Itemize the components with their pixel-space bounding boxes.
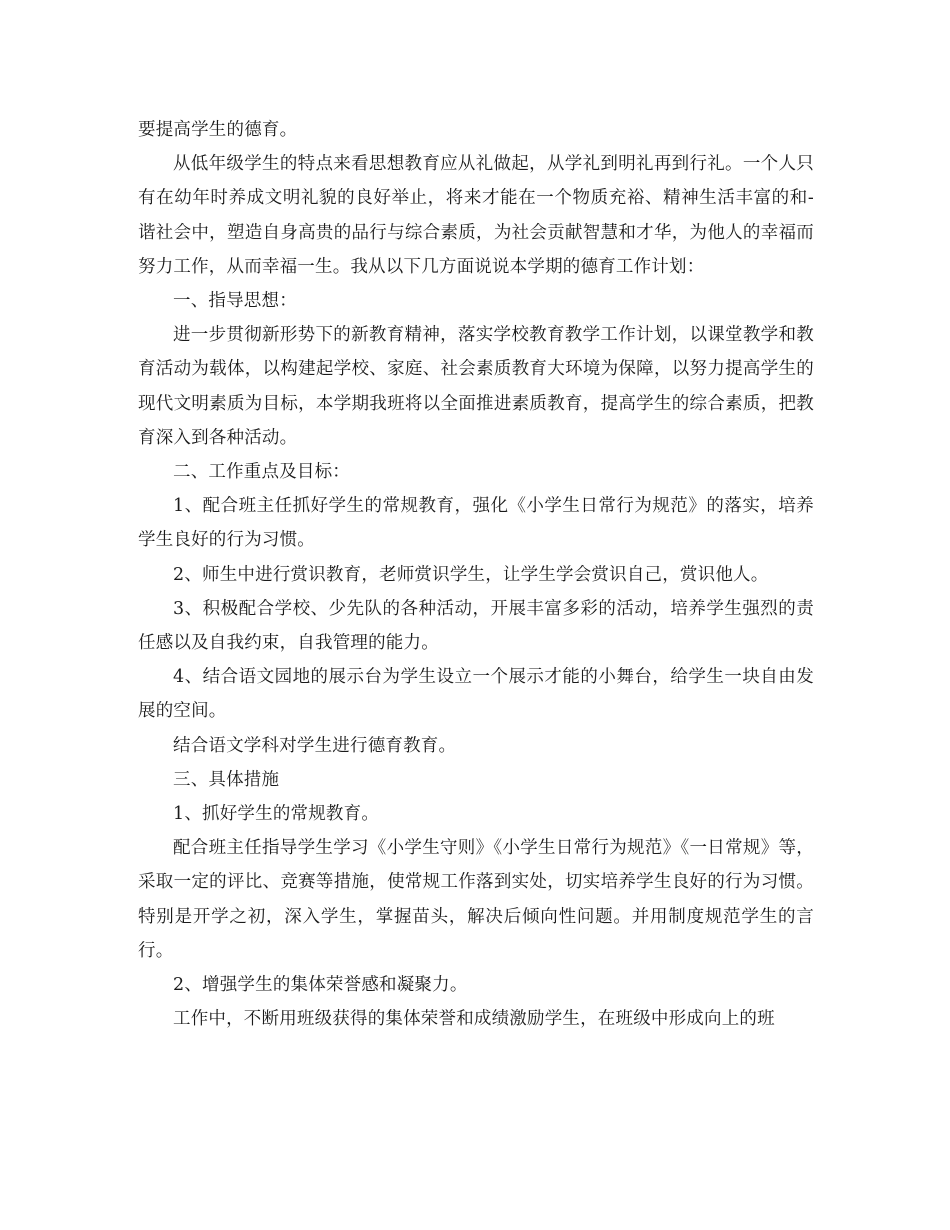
list-item-3: 3、积极配合学校、少先队的各种活动，开展丰富多彩的活动，培养学生强烈的责任感以及自我约束，自我管理的能力。: [138, 598, 814, 654]
paragraph-10: 结合语文学科对学生进行德育教育。: [173, 735, 457, 756]
list-item-2: 2、师生中进行赏识教育，老师赏识学生，让学生学会赏识自己，赏识他人。: [173, 564, 769, 585]
measure-heading-1: 1、抓好学生的常规教育。: [173, 804, 380, 825]
paragraph-15: 工作中，不断用班级获得的集体荣誉和成绩激励学生，在班级中形成向上的班: [173, 1009, 775, 1030]
section-heading-guiding-ideology: 一、指导思想：: [173, 291, 297, 312]
measure-heading-2: 2、增强学生的集体荣誉感和凝聚力。: [173, 975, 468, 996]
paragraph-13: 配合班主任指导学生学习《小学生守则》《小学生日常行为规范》《一日常规》等，采取一定的评比、竞赛等措施，使常规工作落到实处，切实培养学生良好的行为习惯。特别是开学之初，深入学生，掌握苗头，解决后倾向性问题。并用制度规范学生的言行。: [138, 838, 814, 961]
list-item-4: 4、结合语文园地的展示台为学生设立一个展示才能的小舞台，给学生一块自由发展的空间。: [138, 667, 814, 722]
paragraph-1: 要提高学生的德育。: [138, 120, 298, 140]
document-body: [138, 113, 814, 1036]
section-heading-measures: 三、具体措施: [173, 769, 280, 790]
list-item-1: 1、配合班主任抓好学生的常规教育，强化《小学生日常行为规范》的落实，培养学生良好的行为习惯。: [138, 496, 814, 551]
paragraph-4: 进一步贯彻新形势下的新教育精神，落实学校教育教学工作计划，以课堂教学和教育活动为载体，以构建起学校、家庭、社会素质教育大环境为保障，以努力提高学生的现代文明素质为目标，本学期我班将以全面推进素质教育，提高学生的综合素质，把教育深入到各种活动。: [138, 325, 814, 448]
section-heading-work-focus: 二、工作重点及目标：: [173, 462, 350, 483]
paragraph-2: 从低年级学生的特点来看思想教育应从礼做起，从学礼到明礼再到行礼。一个人只有在幼年时养成文明礼貌的良好举止，将来才能在一个物质充裕、精神生活丰富的和-谐社会中，塑造自身高贵的品行与综合素质，为社会贡献智慧和才华，为他人的幸福而努力工作，从而幸福一生。我从以下几方面说说本学期的德育工作计划：: [138, 154, 814, 277]
